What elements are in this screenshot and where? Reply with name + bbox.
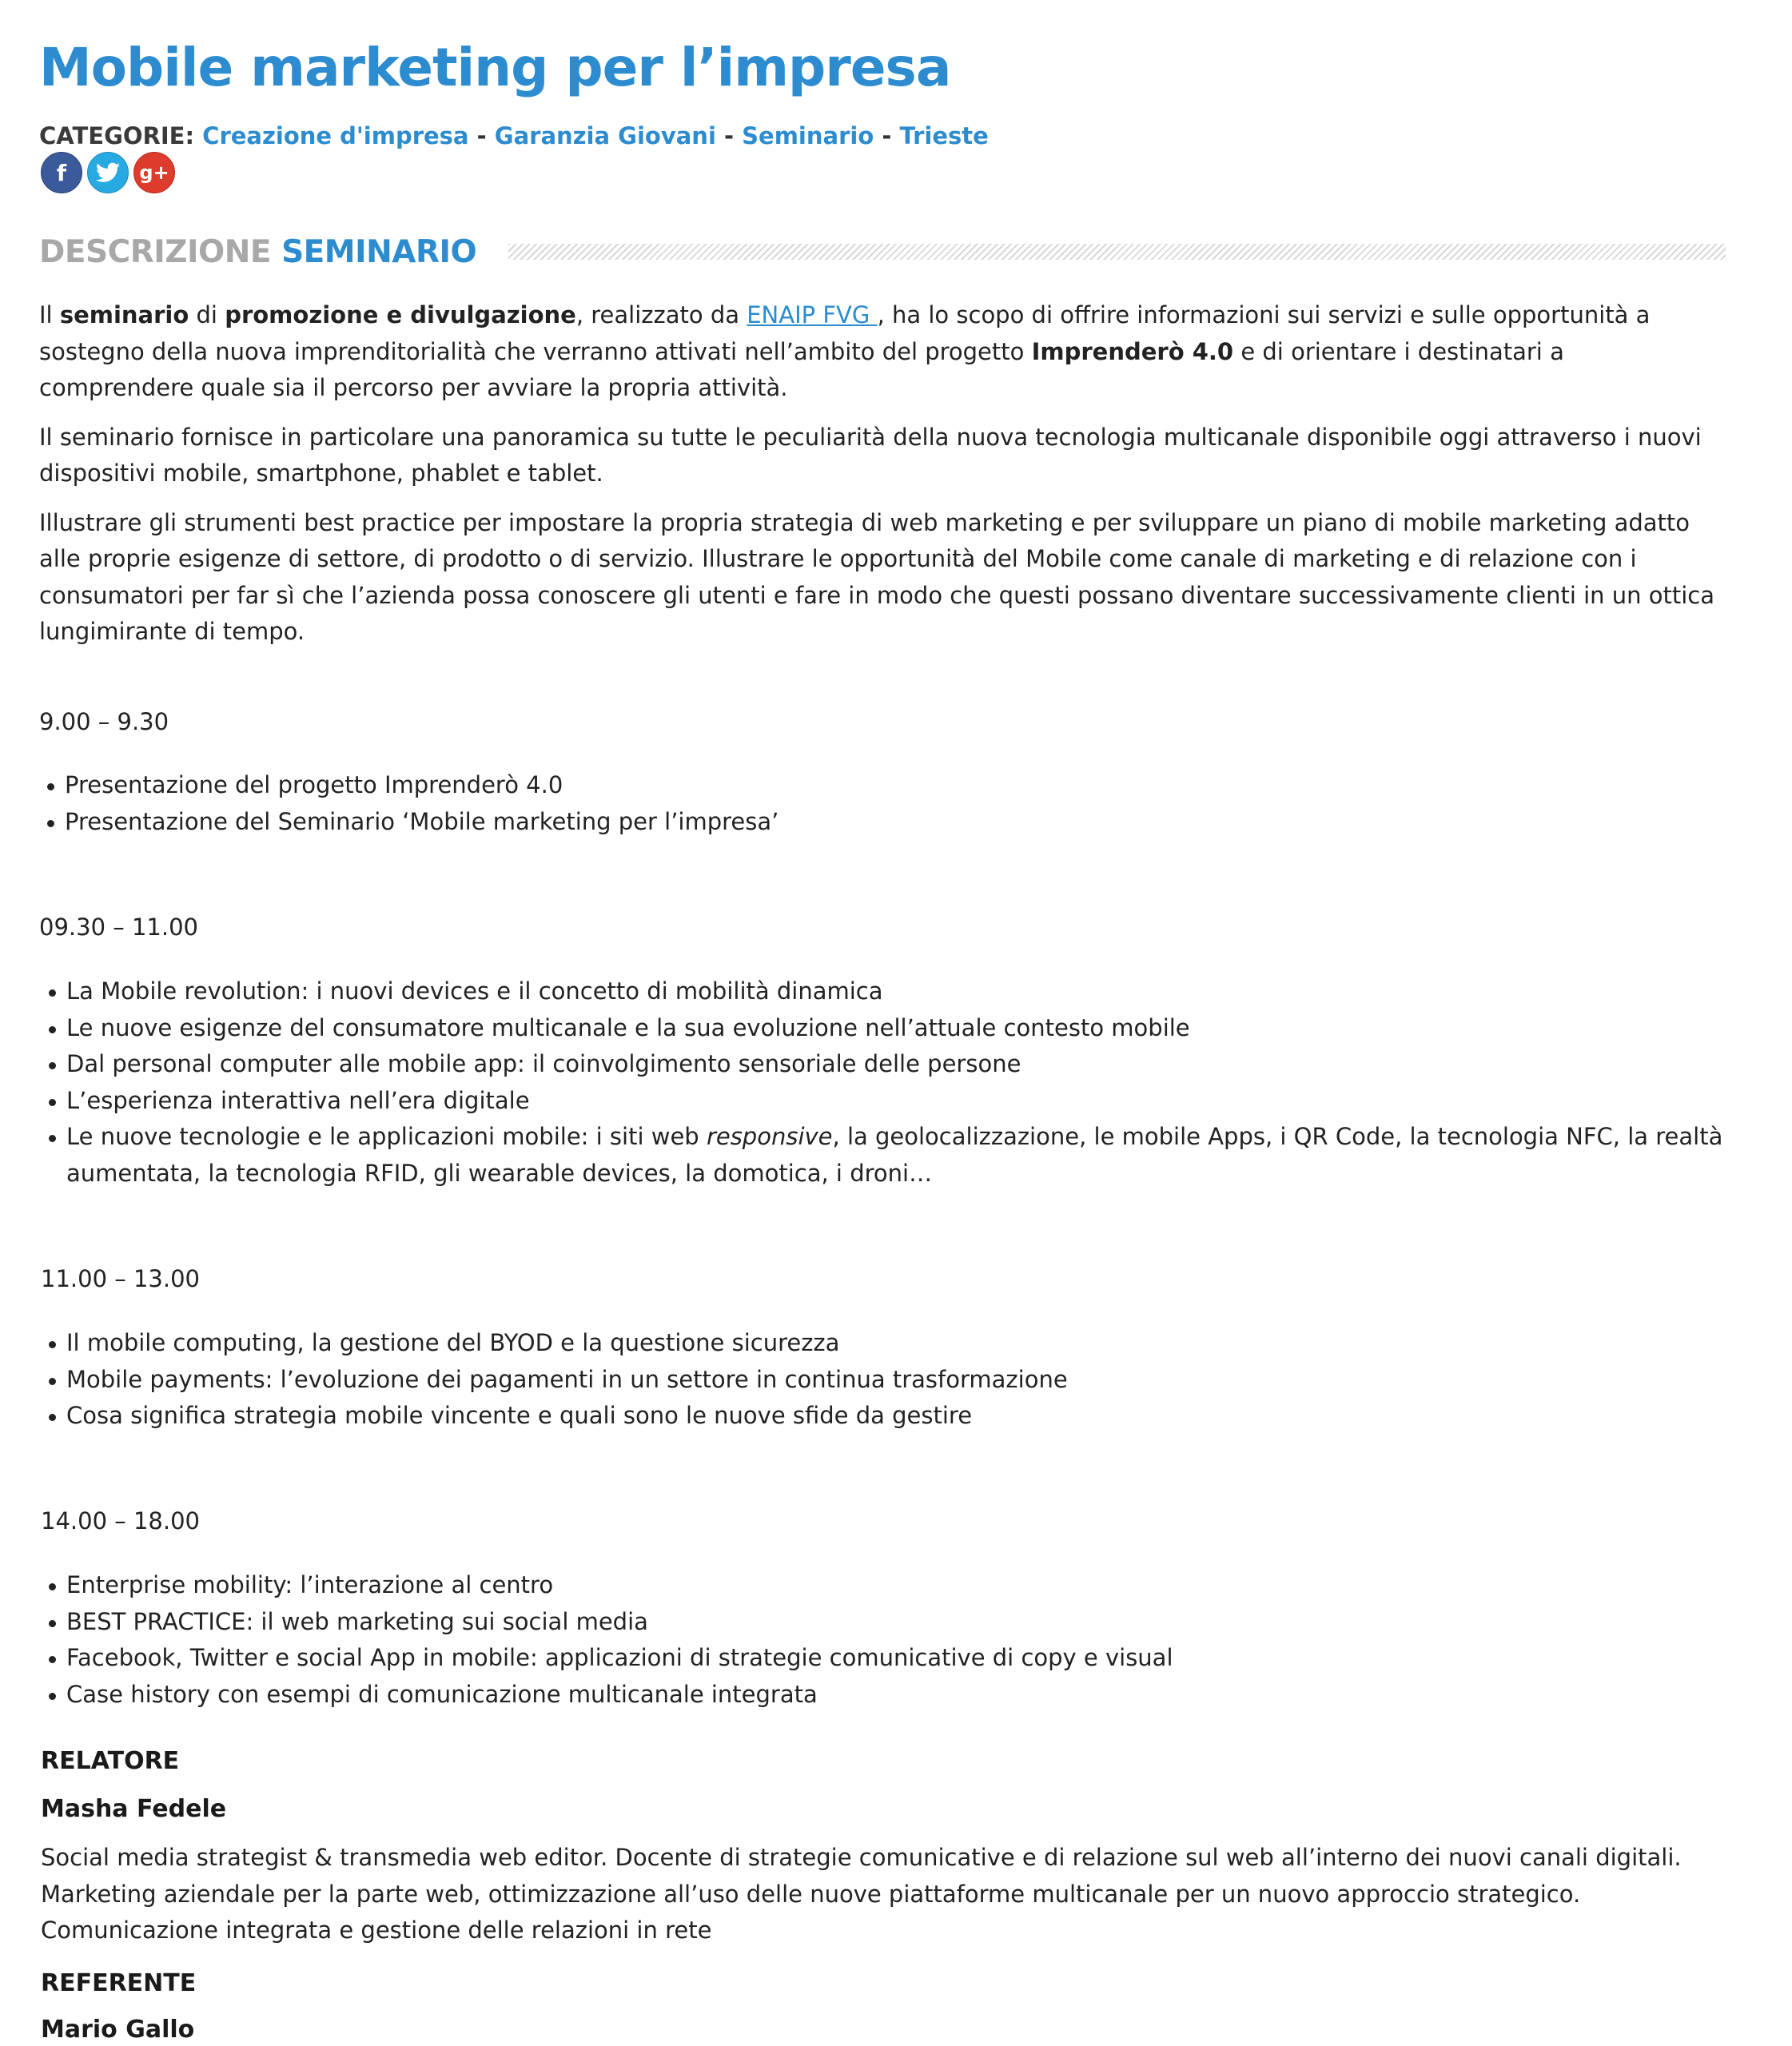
list-item: Le nuove esigenze del consumatore multicanale e la sua evoluzione nell’attuale contesto mobile [66, 1010, 1727, 1047]
list-item: BEST PRACTICE: il web marketing sui social media [66, 1604, 1727, 1641]
schedule-time: 09.30 – 11.00 [39, 914, 198, 941]
relatore-name: Masha Fedele [41, 1795, 227, 1823]
schedule-time: 14.00 – 18.00 [41, 1507, 200, 1534]
twitter-bird-icon [96, 162, 120, 183]
bold-text: Imprenderò 4.0 [1031, 337, 1234, 365]
text: , realizzato da [575, 301, 747, 328]
text: , ha lo scopo di offrire informazioni sui servizi e sulle opportunità a sostegno della nuova imprenditorialità che verranno attivati nell’ambito del progetto [39, 301, 1651, 365]
list-item: Case history con esempi di comunicazione multicanale integrata [66, 1677, 1727, 1714]
intro-paragraph-2: Il seminario fornisce in particolare una panoramica su tutte le peculiarità della nuova tecnologia multicanale disponibile oggi attraverso i nuovi dispositivi mobile, smartphone, phablet e tablet. [39, 423, 1702, 487]
text: , la geolocalizzazione, le mobile Apps, i QR Code, la tecnologia NFC, la realtà aumentata, la tecnologia RFID, gli wearable devices, la domotica, i droni… [66, 1123, 1723, 1187]
category-separator: - [882, 122, 892, 149]
category-link-trieste[interactable]: Trieste [899, 122, 989, 149]
section-heading-text [39, 234, 476, 270]
list-item: L’esperienza interattiva nell’era digitale [66, 1083, 1727, 1120]
category-link-garanzia-giovani[interactable]: Garanzia Giovani [494, 122, 716, 149]
intro-paragraph-1 [39, 297, 1726, 407]
list-item [41, 1119, 1727, 1192]
category-link-creazione-impresa[interactable]: Creazione d'impresa [202, 122, 469, 149]
list-item: La Mobile revolution: i nuovi devices e il concetto di mobilità dinamica [66, 973, 1727, 1010]
section-heading-prefix: DESCRIZIONE [39, 233, 271, 270]
social-share-buttons [41, 152, 175, 193]
schedule-list [39, 767, 1726, 840]
category-link-seminario[interactable]: Seminario [742, 122, 874, 149]
schedule-list [41, 1567, 1727, 1713]
text: e di orientare i destinatari a comprendere quale sia il percorso per avviare la propria attività. [39, 337, 1564, 401]
list-item: Enterprise mobility: l’interazione al centro [66, 1567, 1727, 1604]
referente-label: REFERENTE [41, 1969, 197, 1997]
twitter-icon[interactable] [87, 152, 129, 193]
enaip-fvg-link[interactable]: ENAIP FVG [747, 301, 878, 328]
section-divider [508, 244, 1726, 260]
facebook-glyph: f [56, 159, 67, 186]
bold-text: promozione e divulgazione [225, 301, 576, 328]
list-item: Cosa significa strategia mobile vincente e quali sono le nuove sfide da gestire [66, 1398, 1727, 1435]
categories [39, 120, 989, 152]
list-item: Dal personal computer alle mobile app: il coinvolgimento sensoriale delle persone [66, 1046, 1727, 1083]
italic-text: responsive [706, 1123, 833, 1150]
category-separator: - [476, 122, 487, 149]
list-item: Presentazione del progetto Imprenderò 4.0 [65, 767, 1726, 804]
schedule-time: 11.00 – 13.00 [41, 1265, 200, 1292]
google-plus-icon[interactable] [133, 152, 175, 193]
relatore-bio: Social media strategist & transmedia web editor. Docente di strategie comunicative e di relazione sul web all’interno dei nuovi canali digitali. Marketing aziendale per la parte web, ottimizzazione all’uso delle nuove piattaforme multicanale per un nuovo approccio strategico. Comunicazione integrata e gestione delle relazioni in rete [41, 1844, 1682, 1944]
section-heading [39, 232, 1726, 272]
schedule-list [41, 973, 1727, 1192]
text: di [189, 301, 225, 328]
text: Le nuove tecnologie e le applicazioni mobile: i siti web [66, 1123, 707, 1150]
text: Il [39, 301, 60, 328]
referente-name: Mario Gallo [41, 2016, 195, 2044]
schedule-list [41, 1325, 1727, 1435]
description [39, 297, 1726, 663]
category-separator: - [724, 122, 735, 149]
google-plus-glyph: g+ [139, 161, 169, 184]
list-item: Mobile payments: l’evoluzione dei pagamenti in un settore in continua trasformazione [66, 1362, 1727, 1399]
bold-text: seminario [59, 301, 189, 328]
relatore-label: RELATORE [41, 1747, 180, 1775]
schedule-time: 9.00 – 9.30 [39, 708, 169, 735]
section-heading-highlight: SEMINARIO [281, 233, 477, 270]
list-item: Presentazione del Seminario ‘Mobile marketing per l’impresa’ [65, 804, 1726, 841]
list-item: Facebook, Twitter e social App in mobile: applicazioni di strategie comunicative di copy e visual [66, 1640, 1727, 1677]
page-title: Mobile marketing per l’impresa [39, 37, 951, 98]
facebook-icon[interactable] [41, 152, 82, 193]
categories-label: CATEGORIE: [39, 122, 195, 149]
intro-paragraph-3: Illustrare gli strumenti best practice per impostare la propria strategia di web marketing e per sviluppare un piano di mobile marketing adatto alle proprie esigenze di settore, di prodotto o di servizio. Illustrare le opportunità del Mobile come canale di marketing e di relazione con i consumatori per far sì che l’azienda possa conoscere gli utenti e fare in modo che questi possano diventare successivamente clienti in un ottica lungimirante di tempo. [39, 508, 1715, 645]
list-item: Il mobile computing, la gestione del BYOD e la questione sicurezza [66, 1325, 1727, 1362]
